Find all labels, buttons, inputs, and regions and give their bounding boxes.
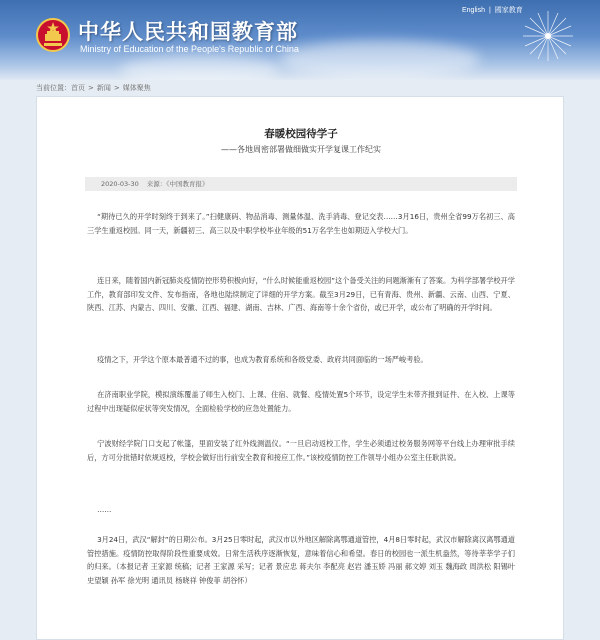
article-paragraph: 连日来，随着国内新冠肺炎疫情防控形势积极向好，“什么时候能重返校园”这个备受关注的问题渐渐有了答案。为科学部署学校开学工作，教育部印发文件、发布指南，各地也陆续制定了详细的开学方案。截至3月29日，已有青海、贵州、新疆、云南、山西、宁夏、陕西、江苏、内蒙古、四川、安徽、江西、福建、湖南、吉林、广西、海南等十余个省份，或已开学，或公布了明确的开学时间。 xyxy=(87,276,515,313)
article-title: 春暖校园待学子 xyxy=(264,128,338,140)
site-title[interactable]: 中华人民共和国教育部 xyxy=(78,19,298,44)
english-link[interactable]: English xyxy=(462,7,485,14)
breadcrumb-home[interactable]: 首页 xyxy=(71,84,85,92)
breadcrumb-separator: > xyxy=(88,84,94,92)
site-header xyxy=(0,0,600,80)
article-paragraph: …… xyxy=(97,505,112,514)
link-separator: | xyxy=(488,7,491,14)
traditional-link[interactable]: 國家教育 xyxy=(494,7,523,14)
article-subtitle: ——各地周密部署做细做实开学复课工作纪实 xyxy=(221,145,381,154)
breadcrumb-news[interactable]: 新闻 xyxy=(96,84,111,92)
breadcrumb-separator: > xyxy=(113,84,120,92)
breadcrumb-media-focus[interactable]: 媒体聚焦 xyxy=(122,84,151,92)
article-paragraph: 在济南职业学院，模拟演练覆盖了师生入校门、上课、住宿、就餐、疫情处置5个环节，设定学生未带齐报到证件、在入校、上课等过程中出现疑似症状等突发情况，全面检验学校的应急处置能力。 xyxy=(87,390,515,413)
article-date: 2020-03-30 xyxy=(101,180,139,188)
national-emblem-icon[interactable] xyxy=(36,18,70,52)
article-paragraph: 宁波财经学院门口支起了帐篷，里面安装了红外线测温仪。“一旦启动返校工作，学生必须通过校务服务网等平台线上办理审批手续后，方可分批错时依规返校，学校会做好出行前安全教育和接应工作。”该校疫情防控工作领导小组办公室主任耿洪说。 xyxy=(87,439,515,462)
site-subtitle-en: Ministry of Education of the People's Republic of China xyxy=(80,44,299,54)
breadcrumb xyxy=(36,83,151,93)
dandelion-icon xyxy=(508,6,588,76)
article-paragraph: 疫情之下，开学这个原本最普通不过的事，也成为教育系统和各级党委、政府共同面临的一场严峻考验。 xyxy=(97,355,428,364)
banner-cloud xyxy=(120,55,280,80)
article-paragraph: 3月24日，武汉“解封”的日期公布。3月25日零时起，武汉市以外地区解除离鄂通道管控，4月8日零时起，武汉市解除离汉离鄂通道管控措施。疫情防控取得阶段性重要成效。日常生活秩序逐渐恢复，意味着信心和希望。春日的校园也一派生机盎然，等待莘莘学子们的归来。（本报记者 王家源 统稿；记者 王家源 采写；记者 景应忠 蒋夫尔 李配亮 赵岩 潘玉娇 冯丽 郝文婷 刘玉 魏海政 周洪松 阳锡叶 史望颖 孙军 徐光明 通讯员 杨晓祥 钟俊菲 胡谷怀） xyxy=(87,535,515,585)
article-container xyxy=(36,96,564,640)
article-meta-bar xyxy=(85,177,517,191)
breadcrumb-prefix: 当前位置： xyxy=(36,84,71,92)
article-source: 来源：《中国教育报》 xyxy=(146,180,209,188)
banner-cloud xyxy=(280,40,480,80)
article-paragraph: “期待已久的开学时刻终于到来了。”扫健康码、物品消毒、测量体温、洗手消毒、登记交表……3月16日，贵州全省99万名初三、高三学生重返校园。同一天，新疆初三、高三以及中职学校毕业年级的51万名学生也如期迈入学校大门。 xyxy=(87,212,515,235)
